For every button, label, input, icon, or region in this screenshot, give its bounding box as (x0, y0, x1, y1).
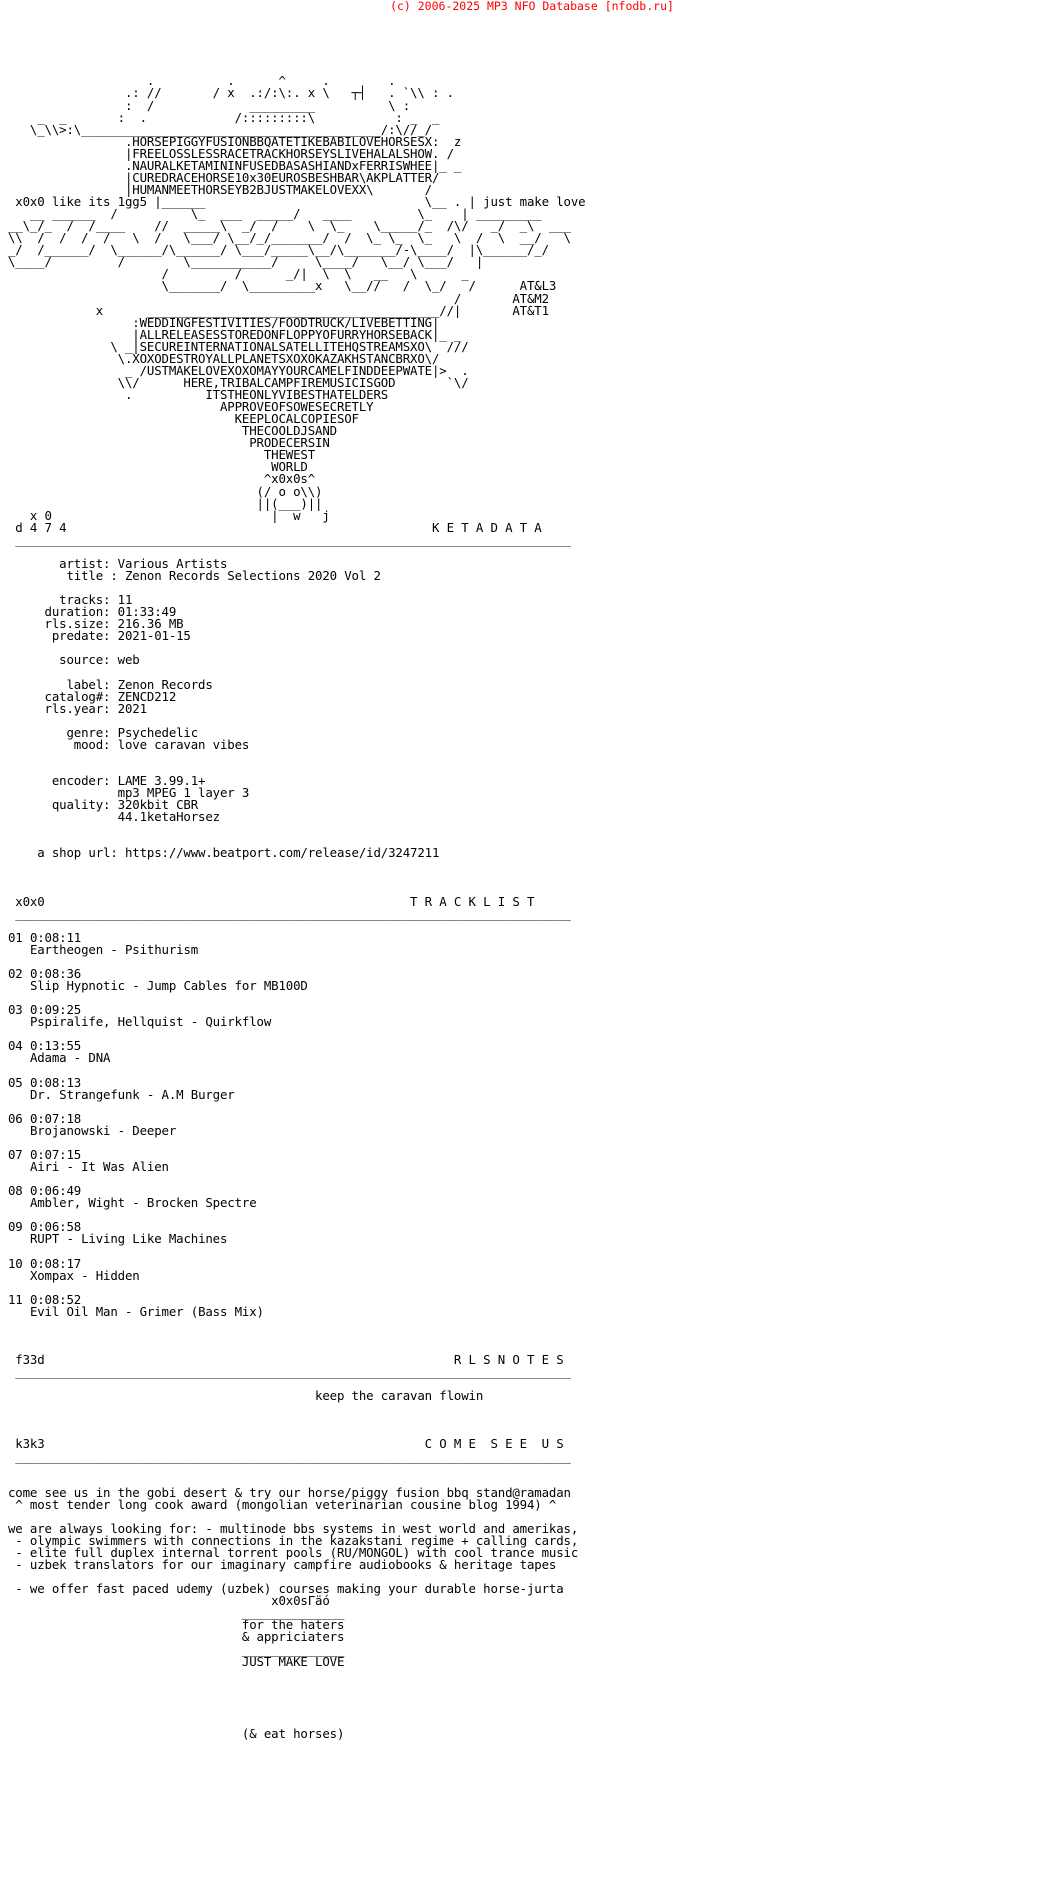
track-number: 02 (8, 966, 23, 981)
track-number: 05 (8, 1074, 23, 1090)
track-duration: 0:07:18 (29, 1110, 82, 1126)
track-title: Slip Hypnotic - Jump Cables for MB100D (29, 978, 308, 994)
track-number: 08 (8, 1183, 23, 1199)
track-title: Ambler, Wight - Brocken Spectre (29, 1195, 257, 1211)
track-duration: 0:08:13 (29, 1074, 82, 1090)
track-number: 01 (8, 929, 23, 945)
track-number: 09 (8, 1219, 23, 1235)
track-number: 11 (8, 1291, 23, 1307)
release-metadata: artist: Various Artists title : Zenon Records Selections 2020 Vol 2 tracks: 11 duration: 01:33:49 rls.size: 216.36 MB predate: 2021-01-15 source: web label: Zenon Records catalog#: ZENCD212 rls.year: 2021 genre: Psychedelic mood: love caravan vibes encoder: LAME 3.99.1+ mp3 MPEG 1 layer 3 quality: 320kbit CBR 44.1ketaHorsez a shop url: https://www.beatport.com/release/id/3247211 x0x0 T R A C K L I S T ____________________________________________________________________________ (15, 555, 571, 921)
track-entry (8, 1147, 169, 1174)
track-entry (8, 1219, 227, 1246)
site-credit-header: (c) 2006-2025 MP3 NFO Database [nfodb.ru] (390, 0, 674, 13)
track-number: 07 (8, 1146, 23, 1162)
track-entry (8, 1111, 176, 1138)
track-entry (8, 1183, 257, 1210)
track-entry (8, 930, 198, 957)
track-entry (8, 1038, 110, 1065)
ascii-art-logo: . . ^ . . .: // / x .:/:\:. x \ ┬┤ . `\\ : . : / _________ \ : _ _ : . /:::::::::\ : _ _ \_\\>:\_________________________________________/:\//_/ .HORSEPIGGYFUSIONBBQATETIKEBABILOVEHORSESX: z |FREELOSSLESSRACETRACKHORSEYSLIVEHALALSHOW. / .NAURALKETAMININFUSEDBASASHIANDxFERRISWHEE|_ _ |CUREDRACEHORSE10x30EUROSBESHBAR\AKPLATTER/ |HUMANMEETHORSEYB2BJUSTMAKELOVEXX\ / x0x0 like its 1gg5 |______ \__ . | just make love __ ______ / \_ ___ _____/ ____ \_ | _________ __\_/_ / /____ // _____\ _/ / \ \_ \_____/_ /\/ _/ _\ ___ \\ / / / / \ / \___/ \__/_/_______/ / \_ \_ \_ \ / \ __/ \ _/ /______/ \______/\______/ \___/_____\__/\_______/-\____/ |\______/_/ \____/ / \___________/ \____/ \__/ \___/ | / / _/| \ \ __ \ _ \_______/ \_________x \__// / \_/ / AT&L3 / AT&M2 x ________________________________________//| AT&T1 :WEDDINGFESTIVITIES/FOODTRUCK/LIVEBETTING| |ALLRELEASESSTOREDONFLOPPYOFURRYHORSEBACK|_ _ \ _|SECUREINTERNATIONALSATELLITEHQSTREAMSXO\ /// \.XOXODESTROYALLPLANETSXOXOKAZAKHSTANCBRXO\/ _ /USTMAKELOVEXOXOMAYYOURCAMELFINDDEEPWATE|> . \\/ HERE,TRIBALCAMPFIREMUSICISGOD `\/ . ITSTHEONLYVIBESTHATELDERS APPROVEOFSOWESECRETLY KEEPLOCALCOPIESOF THECOOLDJSAND PRODECERSIN THEWEST WORLD ^x0x0s^ (/ o o\\) ||(___)|| x 0 | w j d 4 7 4 K E T A D A T A ____________________________________________________________________________ (8, 73, 586, 547)
track-title: Eartheogen - Psithurism (29, 941, 199, 957)
track-entry (8, 1256, 140, 1283)
release-notes-and-contact: f33d R L S N O T E S ____________________________________________________________________________ keep the caravan flowin k3k3 C O M E S E E U S ____________________________________________________________________________ come see us in the gobi desert & try our horse/piggy fusion bbq stand@ramadan ^ most tender long cook award (mongolian veterinarian cousine blog 1994) ^ we are always looking for: - multinode bbs systems in west world and amerikas, - olympic swimmers with connections in the kazakstani regime + calling cards, - elite full duplex internal torrent pools (RU/MONGOL) with cool trance music - uzbek translators for our imaginary campfire audiobooks & heritage tapes - we offer fast paced udemy (uzbek) courses making your durable horse-jurta x0x0sГäó ______________ for the haters & appriciaters ______________ JUST MAKE LOVE (& eat horses) (8, 1352, 579, 1741)
track-duration: 0:13:55 (29, 1038, 82, 1054)
track-number: 04 (8, 1038, 23, 1054)
track-number: 03 (8, 1002, 23, 1018)
nfo-document (8, 3, 585, 1740)
track-title: Evil Oil Man - Grimer (Bass Mix) (29, 1303, 264, 1319)
track-title: Adama - DNA (29, 1050, 111, 1066)
track-title: Brojanowski - Deeper (29, 1122, 177, 1138)
track-duration: 0:07:15 (29, 1146, 82, 1162)
track-duration: 0:06:49 (29, 1183, 82, 1199)
track-duration: 0:06:58 (29, 1219, 82, 1235)
tracklist (8, 930, 308, 1319)
track-entry (8, 966, 308, 993)
track-duration: 0:09:25 (29, 1002, 82, 1018)
track-number: 06 (8, 1110, 23, 1126)
track-title: Dr. Strangefunk - A.M Burger (29, 1086, 235, 1102)
track-entry (8, 1292, 264, 1319)
track-title: Airi - It Was Alien (29, 1159, 169, 1174)
track-title: Pspiralife, Hellquist - Quirkflow (29, 1014, 272, 1030)
track-number: 10 (8, 1255, 23, 1271)
track-title: RUPT - Living Like Machines (29, 1231, 228, 1247)
track-duration: 0:08:11 (29, 929, 82, 945)
track-duration: 0:08:17 (29, 1255, 82, 1271)
track-entry (8, 1002, 271, 1029)
track-entry (8, 1075, 235, 1102)
track-title: Xompax - Hidden (29, 1267, 140, 1283)
track-duration: 0:08:36 (29, 966, 82, 981)
track-duration: 0:08:52 (29, 1291, 82, 1307)
